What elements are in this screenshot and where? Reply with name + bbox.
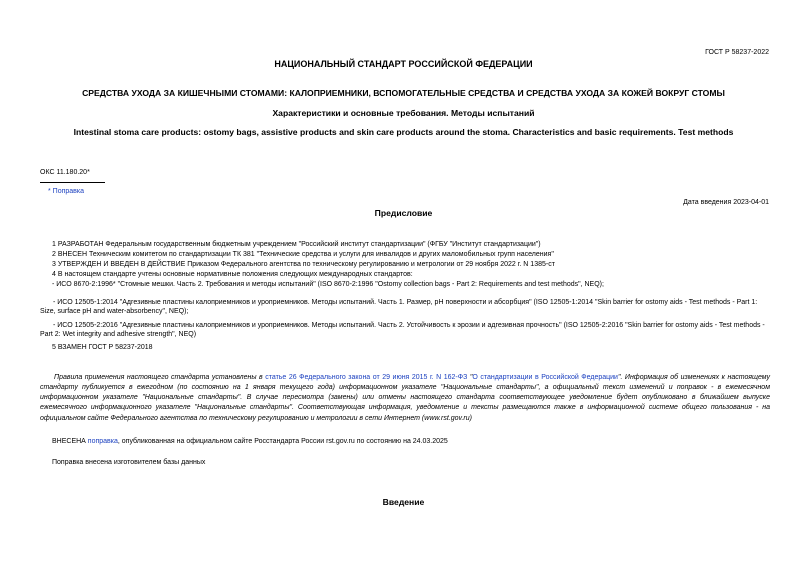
preface-item-3: 3 УТВЕРЖДЕН И ВВЕДЕН В ДЕЙСТВИЕ Приказом Федерального агентства по техническому регулированию и метрологии от 29 ноября 2022 г. N 1385-ст xyxy=(52,261,555,268)
introduction-date: Дата введения 2023-04-01 xyxy=(683,199,769,206)
introduction-heading: Введение xyxy=(382,497,425,507)
amendment-prefix: ВНЕСЕНА xyxy=(52,438,88,445)
federal-law-article-link[interactable]: статье 26 Федерального закона от 29 июня 2015 г. N 162-ФЗ xyxy=(265,374,468,381)
english-title: Intestinal stoma care products: ostomy bags, assistive products and skin care products around the stoma. Characteristics and basic requirements. Test methods xyxy=(73,127,734,137)
rules-text-before: Правила применения настоящего стандарта установлены в xyxy=(54,374,266,381)
gost-code: ГОСТ Р 58237-2022 xyxy=(705,49,769,56)
preface-item-4: 4 В настоящем стандарте учтены основные нормативные положения следующих международных стандартов: xyxy=(52,271,413,278)
amendment-footnote-link[interactable]: * Поправка xyxy=(48,188,84,195)
amendment-notice xyxy=(52,437,448,446)
national-standard-heading: НАЦИОНАЛЬНЫЙ СТАНДАРТ РОССИЙСКОЙ ФЕДЕРАЦИИ xyxy=(274,59,533,69)
document-subtitle: Характеристики и основные требования. Методы испытаний xyxy=(272,108,535,118)
rules-text-after: ". Информация об изменениях к настоящему стандарту публикуется в ежегодном (по состоянию на 1 января текущего года) информационном указателе "Национальные стандарты", а официальный текст изменений и поправок - в ежемесячном информационном указателе "Национальные стандарты". В случае пересмотра (замены) или отмены настоящего стандарта соответствующее уведомление будет опубликовано в ближайшем выпуске ежемесячного информационного указателе "Национальные стандарты". Соответствующая информация, уведомление и тексты размещаются также в информационной системе общего пользования - на официальном сайте Федерального агентства по техническому регулированию и метрологии в сети Интернет (www.rst.gov.ru) xyxy=(40,374,770,422)
footnote-separator xyxy=(40,182,105,183)
standardization-law-link[interactable]: О стандартизации в Российской Федерации xyxy=(472,374,618,381)
preface-item-1: 1 РАЗРАБОТАН Федеральным государственным бюджетным учреждением "Российский институт стандартизации" (ФГБУ "Институт стандартизации") xyxy=(52,241,541,248)
amendment-suffix: , опубликованная на официальном сайте Росстандарта России rst.gov.ru по состоянию на 24.03.2025 xyxy=(117,438,448,445)
rules-text-mid: " xyxy=(467,374,473,381)
preface-heading: Предисловие xyxy=(374,208,433,218)
amendment-link[interactable]: поправка xyxy=(87,438,118,445)
preface-standard-iso-8670-2: - ИСО 8670-2:1996* "Стомные мешки. Часть 2. Требования и методы испытаний" (ISO 8670-2:1996 "Ostomy collection bags - Part 2: Requirements and test methods", NEQ); xyxy=(52,281,604,288)
oks-code: ОКС 11.180.20* xyxy=(40,169,90,176)
preface-standard-iso-12505-2: - ИСО 12505-2:2016 "Адгезивные пластины калоприемников и уроприемников. Методы испытаний. Часть 2. Устойчивость к эрозии и адгезивная прочность" (ISO 12505-2:2016 "Skin barrier for ostomy aids - Test methods - Part 2: Wet integrity and adhesive strength", NEQ) xyxy=(40,322,765,339)
amendment-note: Поправка внесена изготовителем базы данных xyxy=(52,459,206,466)
document-title: СРЕДСТВА УХОДА ЗА КИШЕЧНЫМИ СТОМАМИ: КАЛОПРИЕМНИКИ, ВСПОМОГАТЕЛЬНЫЕ СРЕДСТВА И СРЕДСТВА УХОДА ЗА КОЖЕЙ ВОКРУГ СТОМЫ xyxy=(82,88,725,98)
preface-item-2: 2 ВНЕСЕН Техническим комитетом по стандартизации ТК 381 "Технические средства и услуги для инвалидов и других маломобильных групп населения" xyxy=(52,251,554,258)
preface-standard-iso-12505-1: - ИСО 12505-1:2014 "Адгезивные пластины калоприемников и уроприемников. Методы испытаний. Часть 1. Размер, pH поверхности и абсорбция" (ISO 12505-1:2014 "Skin barrier for ostomy aids - Test methods - Part 1: Size, surface pH and water-absorbency", NEQ); xyxy=(40,299,758,316)
preface-item-5: 5 ВЗАМЕН ГОСТ Р 58237-2018 xyxy=(52,344,153,351)
rules-of-application-notice xyxy=(40,373,770,424)
